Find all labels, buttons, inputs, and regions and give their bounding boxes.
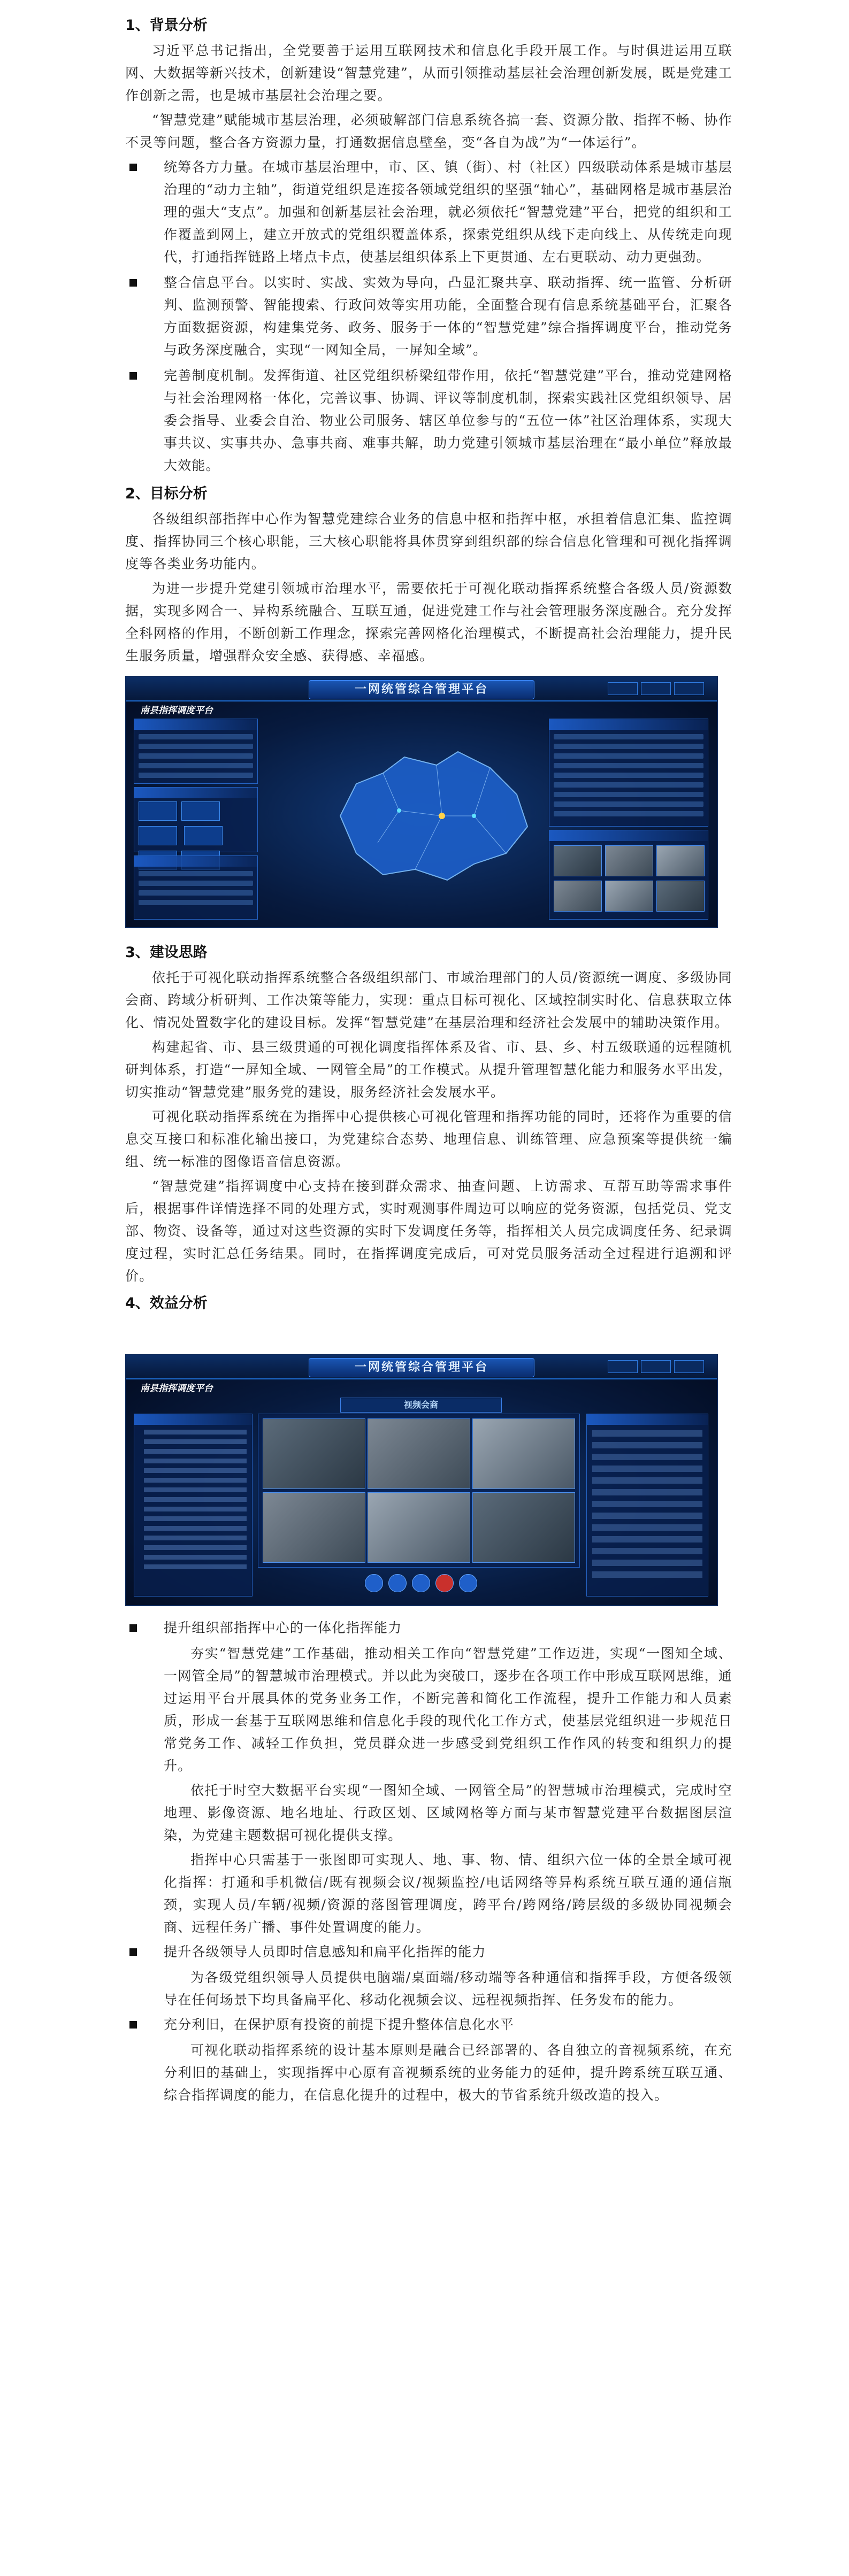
left-panel-news	[134, 719, 258, 784]
control-button	[388, 1574, 407, 1592]
bullet-text: 提升各级领导人员即时信息感知和扁平化指挥的能力	[164, 1944, 486, 1960]
paragraph: 指挥中心只需基于一张图即可实现人、地、事、物、情、组织六位一体的全景全域可视化指挥：打通和手机微信/既有视频会议/视频监控/电话网络等异构系统互联互通的通信瓶颈，实现人员/车辆/视频/资源的落图管理调度，跨平台/跨网络/跨层级的多级协同视频会商、远程任务广播、事件处置调度的能力。	[164, 1852, 732, 1935]
right-panel-table	[549, 719, 708, 827]
header-buttons	[605, 682, 704, 697]
bullet-item	[125, 2014, 732, 2036]
header-button	[674, 1360, 704, 1373]
control-button	[435, 1574, 454, 1592]
control-button	[412, 1574, 430, 1592]
paragraph: 依托于可视化联动指挥系统整合各级组织部门、市域治理部门的人员/资源统一调度、多级协同会商、跨域分析研判、工作决策等能力，实现：重点目标可视化、区域控制实时化、信息获取立体化、情况处置数字化的建设目标。发挥“智慧党建”在基层治理和经济社会发展中的辅助决策作用。	[125, 970, 732, 1030]
bullet-text: 充分利旧，在保护原有投资的前提下提升整体信息化水平	[164, 2017, 515, 2032]
org-tree-panel	[134, 1414, 253, 1596]
section-title-goals: 2、目标分析	[125, 485, 208, 502]
header-button	[674, 682, 704, 695]
region-map	[319, 736, 538, 891]
video-conference-label: 视频会商	[340, 1398, 502, 1413]
square-bullet-icon	[129, 164, 137, 171]
left-panel-stats	[134, 787, 258, 852]
section-title-background: 1、背景分析	[125, 17, 208, 34]
header-buttons	[605, 1360, 704, 1375]
dashboard-screenshot-video	[125, 1354, 718, 1606]
video-wall	[258, 1414, 580, 1568]
paragraph: 习近平总书记指出，全党要善于运用互联网技术和信息化手段开展工作。与时俱进运用互联网、大数据等新兴技术，创新建设“智慧党建”，从而引领推动基层社会治理创新发展，既是党建工作创新之需，也是城市基层社会治理之要。	[125, 43, 732, 103]
right-panel-video-grid	[549, 830, 708, 920]
platform-title: 一网统管综合管理平台	[309, 1358, 534, 1377]
left-panel-info	[134, 855, 258, 920]
bullet-text: 提升组织部指挥中心的一体化指挥能力	[164, 1620, 402, 1636]
paragraph: 构建起省、市、县三级贯通的可视化调度指挥体系及省、市、县、乡、村五级联通的远程随机研判体系，打造“一屏知全域、一网管全局”的工作模式。从提升管理智慧化能力和服务水平出发，切实推动“智慧党建”服务党的建设，服务经济社会发展水平。	[125, 1039, 732, 1100]
platform-subtitle: 南县指挥调度平台	[140, 705, 213, 716]
document	[125, 12, 732, 2109]
control-button	[459, 1574, 477, 1592]
square-bullet-icon	[129, 2021, 137, 2029]
platform-header	[126, 1355, 717, 1379]
paragraph: 为各级党组织领导人员提供电脑端/桌面端/移动端等各种通信和指挥手段，方便各级领导在任何场景下均具备扁平化、移动化视频会议、远程视频指挥、任务发布的能力。	[164, 1970, 732, 2008]
paragraph: 为进一步提升党建引领城市治理水平，需要依托于可视化联动指挥系统整合各级人员/资源数据，实现多网合一、异构系统融合、互联互通，促进党建工作与社会管理服务深度融合。充分发挥全科网格的作用，不断创新工作理念，探索完善网格化治理模式，不断提高社会治理能力，提升民生服务质量，增强群众安全感、获得感、幸福感。	[125, 581, 732, 664]
bullet-text: 整合信息平台。以实时、实战、实效为导向，凸显汇聚共享、联动指挥、统一监管、分析研判、监测预警、智能搜索、行政问效等实用功能，全面整合现有信息系统基础平台，汇聚各方面数据资源，构建集党务、政务、服务于一体的“智慧党建”综合指挥调度平台，推动党务与政务深度融合，实现“一网知全局，一屏知全域”。	[164, 275, 732, 358]
dashboard-screenshot-map	[125, 676, 718, 928]
header-button	[608, 682, 638, 695]
bullet-text: 统筹各方力量。在城市基层治理中，市、区、镇（街）、村（社区）四级联动体系是城市基层治理的“动力主轴”，街道党组织是连接各领域党组织的坚强“轴心”，基础网格是城市基层治理的强大“支点”。加强和创新基层社会治理，就必须依托“智慧党建”平台，把党的组织和工作覆盖到网上，建立开放式的党组织覆盖体系，探索党组织从线下走向线上、从传统走向现代，打通指挥链路上堵点卡点，使基层组织体系上下更贯通、左右更联动、动力更强劲。	[164, 159, 732, 265]
control-button	[365, 1574, 383, 1592]
paragraph: 夯实“智慧党建”工作基础，推动相关工作向“智慧党建”工作迈进，实现“一图知全域、一网管全局”的智慧城市治理模式。并以此为突破口，逐步在各项工作中形成互联网思维，通过运用平台开展具体的党务业务工作，不断完善和简化工作流程，提升工作能力和人员素质，形成一套基于互联网思维和信息化手段的现代化工作方式，使基层党组织进一步规范日常党务工作、减轻工作负担，党员群众进一步感受到党组织工作作风的转变和组织力的提升。	[164, 1646, 732, 1773]
paragraph: 依托于时空大数据平台实现“一图知全域、一网管全局”的智慧城市治理模式，完成时空地理、影像资源、地名地址、行政区划、区域网格等方面与某市智慧党建平台数据图层渲染，为党建主题数据可视化提供支撑。	[164, 1783, 732, 1843]
bullet-item	[125, 1617, 732, 1639]
platform-subtitle: 南县指挥调度平台	[140, 1383, 213, 1394]
section-title-benefits: 4、效益分析	[125, 1295, 208, 1312]
bullet-item	[125, 1941, 732, 1963]
paragraph: 可视化联动指挥系统的设计基本原则是融合已经部署的、各自独立的音视频系统，在充分利旧的基础上，实现指挥中心原有音视频系统的业务能力的延伸，提升跨系统互联互通、综合指挥调度的能力，在信息化提升的过程中，极大的节省系统升级改造的投入。	[164, 2042, 732, 2103]
bullet-item	[125, 156, 732, 268]
paragraph: “智慧党建”赋能城市基层治理，必须破解部门信息系统各搞一套、资源分散、指挥不畅、协作不灵等问题，整合各方资源力量，打通数据信息壁垒，变“各自为战”为“一体运行”。	[125, 112, 732, 150]
header-button	[608, 1360, 638, 1373]
bullet-item	[125, 272, 732, 361]
square-bullet-icon	[129, 372, 137, 380]
platform-header	[126, 677, 717, 701]
bullet-text: 完善制度机制。发挥街道、社区党组织桥梁纽带作用，依托“智慧党建”平台，推动党建网格与社会治理网格一体化，完善议事、协调、评议等制度机制，探索实践社区党组织领导、居委会指导、业委会自治、物业公司服务、辖区单位参与的“五位一体”社区治理体系，实现大事共议、实事共办、急事共商、难事共解，助力党建引领城市基层治理在“最小单位”释放最大效能。	[164, 368, 732, 473]
square-bullet-icon	[129, 1624, 137, 1632]
paragraph: 各级组织部指挥中心作为智慧党建综合业务的信息中枢和指挥中枢，承担着信息汇集、监控调度、指挥协同三个核心职能，三大核心职能将具体贯穿到组织部的综合信息化管理和可视化指挥调度等各类业务功能内。	[125, 511, 732, 572]
square-bullet-icon	[129, 1948, 137, 1956]
paragraph: “智慧党建”指挥调度中心支持在接到群众需求、抽查问题、上访需求、互帮互助等需求事件后，根据事件详情选择不同的处理方式，实时观测事件周边可以响应的党务资源，包括党员、党支部、物资、设备等，通过对这些资源的实时下发调度任务等，指挥相关人员完成调度任务、纪录调度过程，实时汇总任务结果。同时，在指挥调度完成后，可对党员服务活动全过程进行追溯和评价。	[125, 1178, 732, 1284]
header-button	[641, 682, 671, 695]
platform-title: 一网统管综合管理平台	[309, 680, 534, 699]
paragraph: 可视化联动指挥系统在为指挥中心提供核心可视化管理和指挥功能的同时，还将作为重要的信息交互接口和标准化输出接口，为党建综合态势、地理信息、训练管理、应急预案等提供统一编组、统一标准的图像语音信息资源。	[125, 1109, 732, 1169]
header-button	[641, 1360, 671, 1373]
section-title-approach: 3、建设思路	[125, 944, 208, 961]
square-bullet-icon	[129, 279, 137, 287]
participant-list-panel	[586, 1414, 708, 1596]
bullet-item	[125, 365, 732, 477]
